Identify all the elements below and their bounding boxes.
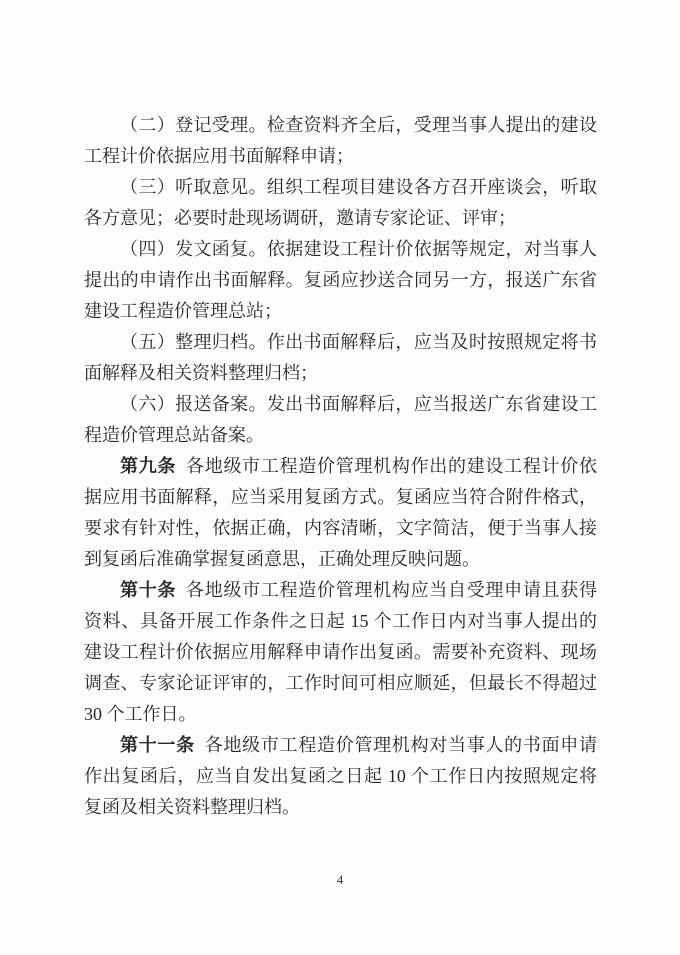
document-line: 工程计价依据应用书面解释申请； [84,146,354,166]
article-text: 各地级市工程造价管理机构应当自受理申请且获得 [186,580,597,600]
page-number: 4 [336,872,344,887]
document-line: 建设工程计价依据应用解释申请作出复函。需要补充资料、现场 [84,642,597,662]
article-text: 各地级市工程造价管理机构作出的建设工程计价依 [186,456,597,476]
document-line: （三）听取意见。组织工程项目建设各方召开座谈会，听取 [120,177,597,197]
document-line: （四）发文函复。依据建设工程计价依据等规定，对当事人 [120,239,597,259]
document-line: 调查、专家论证评审的，工作时间可相应顺延，但最长不得超过 [84,673,597,693]
document-line-article-11 [84,730,597,761]
document-line: 程造价管理总站备案。 [84,425,264,445]
document-line: 提出的申请作出书面解释。复函应抄送合同另一方，报送广东省 [84,270,597,290]
document-line: 建设工程造价管理总站； [84,301,282,321]
document-line: 要求有针对性，依据正确，内容清晰，文字简洁，便于当事人接 [84,518,597,538]
article-text: 各地级市工程造价管理机构对当事人的书面申请 [204,735,598,755]
article-number: 第十条 [120,580,177,600]
document-line-article-10 [84,575,597,606]
document-line: 各方意见；必要时赴现场调研，邀请专家论证、评审； [84,208,516,228]
document-line: 据应用书面解释，应当采用复函方式。复函应当符合附件格式， [84,487,597,507]
document-line: 到复函后准确掌握复函意思，正确处理反映问题。 [84,549,480,569]
document-body [84,110,597,823]
document-line: 面解释及相关资料整理归档； [84,363,318,383]
article-number: 第九条 [120,456,177,476]
document-line-article-9 [84,451,597,482]
document-line: 资料、具备开展工作条件之日起 15 个工作日内对当事人提出的 [84,611,597,631]
document-line: （二）登记受理。检查资料齐全后，受理当事人提出的建设 [120,115,597,135]
article-number: 第十一条 [120,735,195,755]
document-line: （五）整理归档。作出书面解释后，应当及时按照规定将书 [120,332,597,352]
document-line: 复函及相关资料整理归档。 [84,797,300,817]
document-line: 作出复函后，应当自发出复函之日起 10 个工作日内按照规定将 [84,766,597,786]
document-line: 30 个工作日。 [84,704,197,724]
document-line: （六）报送备案。发出书面解释后，应当报送广东省建设工 [120,394,597,414]
